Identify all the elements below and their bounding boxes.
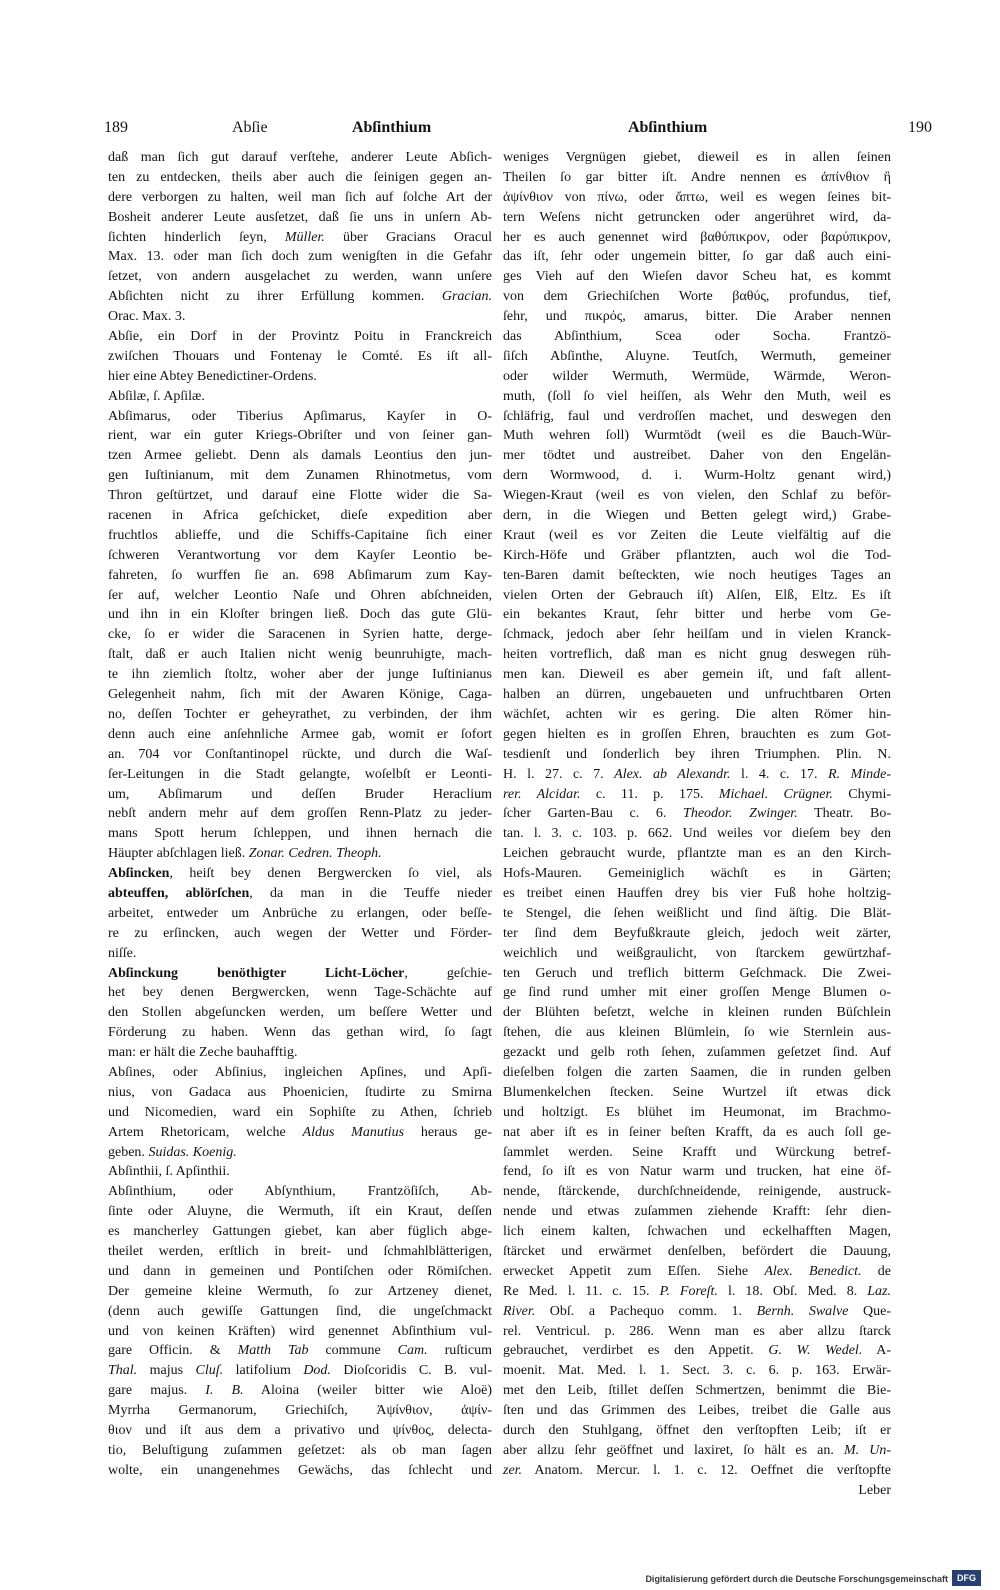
citation: Gracian. bbox=[441, 289, 492, 305]
text-line: und Nicomedien, ward ein Sophiſte zu Athen, ſchrieb bbox=[108, 1104, 492, 1120]
text-line: ſten und das Grimmen des Leibes, treibet die Galle aus bbox=[503, 1403, 891, 1419]
text-line: Max. 13. oder man ſich doch zum wenigſten in die Gefahr bbox=[108, 249, 492, 265]
catchword: Leber bbox=[858, 1482, 891, 1498]
text-line: gebrauchet, verdirbet es den Appetit. G. W. Wedel. A- bbox=[503, 1343, 891, 1359]
text-line: gare majus. I. B. Aloina (weiler bitter wie Aloë) bbox=[108, 1383, 492, 1399]
text-line: ten zu entdecken, theils aber auch die ſeinigen gegen an- bbox=[108, 169, 492, 185]
citation: River. bbox=[503, 1303, 536, 1319]
text-line: Wiegen-Kraut (weil es von vielen, den Schlaf zu beför- bbox=[503, 488, 891, 504]
text-line: racenen in Africa geſchicket, dieſe expedition aber bbox=[108, 508, 492, 524]
text-line: ſichten hinderlich ſeyn, Müller. über Gracians Oracul bbox=[108, 229, 492, 245]
text-line: weniges Vergnügen giebet, dieweil es in allen ſeinen bbox=[503, 150, 891, 165]
text-line: und ihn in ein Kloſter bringen ließ. Doch das gute Glü- bbox=[108, 607, 492, 623]
text-line: arbeitet, entweder um Anbrüche zu erlangen, oder beſſe- bbox=[108, 905, 492, 921]
text-line: re zu erſincken, auch wegen der Wetter und Förder- bbox=[108, 925, 492, 941]
text-line: ſer auf, welcher Leontio Naſe und Ohren abſchneiden, bbox=[108, 587, 492, 603]
text-line: ter ſind dem Beyfußkraute gleich, jedoch weit zärter, bbox=[503, 925, 891, 941]
text-line: hier eine Abtey Benedictiner-Ordens. bbox=[108, 368, 317, 384]
text-line: Abſilæ, ſ. Apſilæ. bbox=[108, 388, 205, 404]
text-line: ſchläfrig, faul und verdroſſen machet, und deswegen den bbox=[503, 408, 891, 424]
text-line: rer. Alcidar. c. 11. p. 175. Michael. Crügner. Chymi- bbox=[503, 786, 892, 802]
text-line: Abſines, oder Abſinius, ingleichen Apſines, und Apſi- bbox=[108, 1064, 492, 1080]
citation: Dod. bbox=[303, 1363, 331, 1379]
text-line: rel. Ventricul. p. 286. Wenn man es aber allzu ſtarck bbox=[503, 1323, 891, 1339]
text-line: ten-Baren damit beſteckten, wie noch heutiges Tages an bbox=[503, 567, 891, 583]
citation: Cam. bbox=[397, 1343, 428, 1359]
text-line: und dann in gemeinen und Pontiſchen oder Römiſchen. bbox=[108, 1263, 492, 1279]
text-line: denn auch eine anſehnliche Armee gab, womit er ſofort bbox=[108, 726, 492, 742]
running-catchword-left: Abſie bbox=[232, 119, 268, 136]
text-line: zer. Anatom. Mercur. l. 1. c. 12. Oeffnet die verſtopfte bbox=[503, 1462, 891, 1478]
text-line: nende und etwas zuſammen ziehende Krafft: ſehr dien- bbox=[503, 1204, 891, 1220]
text-line: Artem Rhetoricam, welche Aldus Manutius heraus ge- bbox=[108, 1124, 493, 1140]
text-line: theilet werden, erſtlich in breit- und ſchmahlblätterigen, bbox=[108, 1243, 492, 1259]
text-line: der Blühten beſetzt, welche in kleinen runden Büſchlein bbox=[503, 1005, 891, 1021]
citation: I. B. bbox=[205, 1383, 244, 1399]
text-line: und holtzigt. Es blühet im Heumonat, im Brachmo- bbox=[503, 1104, 891, 1120]
citation: Laz. bbox=[867, 1283, 891, 1299]
citation: Cluſ. bbox=[195, 1363, 224, 1379]
citation: G. W. Wedel. bbox=[768, 1343, 863, 1359]
digitization-credit: Digitalisierung gefördert durch die Deutsche Forschungsgemeinschaft bbox=[645, 1574, 948, 1584]
text-line: zwiſchen Thouars und Fontenay le Comté. Es iſt all- bbox=[108, 348, 492, 364]
text-line: Abſinthii, ſ. Apſinthii. bbox=[108, 1164, 230, 1180]
headword: Abſinckung benöthigter Licht-Löcher bbox=[108, 965, 405, 981]
text-line: (denn auch gewiſſe Gattungen ſind, die ungeſchmackt bbox=[108, 1303, 492, 1319]
citation: Müller. bbox=[284, 229, 325, 245]
text-line: um, Abſimarum und deſſen Bruder Heraclium bbox=[108, 786, 492, 802]
text-line: ein bekantes Kraut, ſehr bitter und herbe vom Ge- bbox=[503, 607, 891, 623]
text-line: ſinte oder Aluyne, die Wermuth, iſt ein Kraut, deſſen bbox=[108, 1204, 492, 1220]
text-line: Thron geſtürtzet, und darauf eine Flotte wider die Sa- bbox=[108, 488, 492, 504]
text-line: θιον und iſt aus dem a privativo und ψίνθος, delecta- bbox=[108, 1423, 492, 1438]
text-line: dern Wormwood, d. i. Wurm-Holtz genant wird,) bbox=[503, 468, 891, 484]
text-line: tan. l. 3. c. 103. p. 662. Und weiles vor dieſem bey den bbox=[503, 826, 891, 842]
text-line: Myrrha Germanorum, Griechiſch, Ἀψίνθιον, ἀψίν- bbox=[108, 1403, 492, 1419]
text-line: erwecket Appetit zum Eſſen. Siehe Alex. Benedict. de bbox=[503, 1263, 891, 1279]
running-title-right: Abſinthium bbox=[628, 119, 708, 136]
text-line: Der gemeine kleine Wermuth, ſo zur Artzeney dienet, bbox=[108, 1283, 492, 1299]
text-line: Theilen ſo gar bitter iſt. Andre nennen es ἀπίνθιον ἢ bbox=[503, 169, 891, 185]
text-line: tern Weſens nicht getruncken oder angerühret wird, da- bbox=[503, 209, 891, 225]
text-line: ſcher Garten-Bau c. 6. Theodor. Zwinger. Theatr. Bo- bbox=[503, 806, 891, 822]
text-line: den Stollen abgeſuncken werden, um beſſere Wetter und bbox=[108, 1005, 492, 1021]
text-line: nat aber iſt es in ſeiner beſten Krafft, da es auch ſoll ge- bbox=[503, 1124, 891, 1140]
citation: rer. Alcidar. bbox=[503, 786, 581, 802]
text-line: ſchmack, jedoch aber ſehr heilſam und in vielen Kranck- bbox=[503, 627, 891, 643]
text-line: mer tödtet und austreibet. Daher von den Engelän- bbox=[503, 448, 891, 464]
citation: Bernh. Swalve bbox=[756, 1303, 849, 1319]
text-line: ſehr, und πικρός, amarus, bitter. Die Araber nennen bbox=[503, 309, 891, 325]
text-line: te ihn ziemlich ſtoltz, woher aber der junge Iuſtinianus bbox=[108, 667, 492, 683]
text-line: ge ſind rund umher mit einer groſſen Menge Blumen o- bbox=[503, 985, 891, 1001]
text-line: Leichen gebraucht wurde, pflantzte man es an den Kirch- bbox=[503, 846, 891, 862]
text-line: Thal. majus Cluſ. latifolium Dod. Dioſcoridis C. B. vul- bbox=[108, 1363, 492, 1379]
text-line: daß man ſich gut darauf verſtehe, anderer Leute Abſich- bbox=[108, 150, 492, 165]
text-line: Abſie, ein Dorf in der Provintz Poitu in Franckreich bbox=[108, 329, 492, 345]
text-line: geben. Suidas. Koenig. bbox=[108, 1144, 237, 1160]
citation: Matth Tab bbox=[237, 1343, 309, 1359]
text-line: nebſt andern mehr auf dem groſſen Renn-Platz zu jeder- bbox=[108, 806, 492, 822]
text-line: her es auch genennet wird βαθύπικρον, oder βαρύπικρον, bbox=[503, 229, 891, 245]
text-line: wolte, ein unangenehmes Gewächs, das ſchlecht und bbox=[108, 1462, 492, 1478]
text-line: ſtärcket und erwärmet denſelben, befördert die Dauung, bbox=[503, 1243, 891, 1259]
text-line: Muth wehren ſoll) Wurmtödt (weil es die Bauch-Wür- bbox=[503, 428, 891, 444]
text-line: dieſelben folgen die zarten Saamen, die in runden gelben bbox=[503, 1064, 891, 1080]
text-line: von dem Griechiſchen Worte βαθύς, profundus, tief, bbox=[503, 289, 891, 305]
text-line: gezackt und gelb roth ſehen, zuſammen geſetzet ſind. Auf bbox=[503, 1045, 891, 1061]
text-line: River. Obſ. a Pachequo comm. 1. Bernh. Swalve Que- bbox=[503, 1303, 891, 1319]
text-line: ſchweren Verantwortung vor dem Kayſer Leontio be- bbox=[108, 547, 492, 563]
text-line: und von keinen Kräften) wird genennet Abſinthium vul- bbox=[108, 1323, 492, 1339]
text-line: heiten vortreflich, daß man es nicht gnug deswegen rüh- bbox=[503, 647, 891, 663]
headword: Abſincken bbox=[108, 866, 170, 882]
text-line: Orac. Max. 3. bbox=[108, 309, 186, 325]
text-line: moenit. Mat. Med. l. 1. Sect. 3. c. 6. p. 163. Erwär- bbox=[503, 1363, 891, 1379]
page-number-left: 189 bbox=[104, 119, 128, 136]
text-line: es mancherley Gattungen giebet, kan aber füglich abge- bbox=[108, 1224, 492, 1240]
text-line: nende, ſtärckende, durchſchneidende, reinigende, austruck- bbox=[503, 1184, 891, 1200]
text-line: Gelegenheit nahm, ſich mit der Awaren Könige, Caga- bbox=[108, 687, 492, 703]
citation: Suidas. Koenig. bbox=[148, 1144, 237, 1160]
citation: Alex. ab Alexandr. bbox=[614, 766, 731, 782]
text-line: Hofs-Mauren. Gemeiniglich wächſt es in Gärten; bbox=[503, 866, 891, 882]
running-title-left: Abſinthium bbox=[352, 119, 432, 136]
text-line: rient, war ein guter Kriegs-Obriſter und von ſeiner gan- bbox=[108, 428, 492, 444]
text-line: ſtalt, daß er auch Italien nicht wenig beunruhigte, mach- bbox=[108, 647, 492, 663]
text-line: no, deſſen Tochter er geheyrathet, zu verbinden, der ihm bbox=[108, 706, 492, 722]
text-line: an. 704 vor Conſtantinopel rückte, und durch die Waſ- bbox=[108, 746, 492, 762]
citation: Theodor. Zwinger. bbox=[683, 806, 798, 822]
text-line: cke, ſo er wider die Saracenen in Syrien hatte, derge- bbox=[108, 627, 492, 643]
citation: R. Minde- bbox=[828, 766, 891, 782]
citation: zer. bbox=[503, 1462, 523, 1478]
text-line: wächſet, achten wir es gering. Die alten Römer hin- bbox=[503, 706, 891, 722]
text-line: Häupter abſchlagen ließ. Zonar. Cedren. Theoph. bbox=[108, 846, 382, 862]
text-line: aber allzu ſehr geöffnet und laxiret, ſo hält es an. M. Un- bbox=[503, 1442, 892, 1458]
text-line: tesdienſt und ſonderlich bey ihren Triumphen. Plin. N. bbox=[503, 746, 891, 762]
citation: Michael. Crügner. bbox=[718, 786, 833, 802]
text-line: Förderung zu haben. Wenn das gethan wird, ſo ſagt bbox=[108, 1025, 492, 1041]
citation: P. Foreſt. bbox=[659, 1283, 718, 1299]
dfg-logo: DFG bbox=[952, 1570, 981, 1586]
left-column bbox=[108, 148, 492, 1481]
text-line: ſammlet werden. Seine Krafft und Würckung betref- bbox=[503, 1144, 891, 1160]
text-line: Abſichten nicht zu ihrer Erfüllung kommen. Gracian. bbox=[108, 289, 492, 305]
text-line: tzen Armee geliebt. Denn als damals Leontius den jun- bbox=[108, 448, 492, 464]
text-line: lich einem kalten, ſchwachen und eckelhafften Magen, bbox=[503, 1224, 891, 1240]
text-line: ἀψίνθιον von πίνω, oder ἄπτω, weil es wegen ſeines bit- bbox=[503, 189, 891, 205]
right-column bbox=[503, 148, 891, 1501]
text-line: ten Geruch und treflich bitterm Geſchmack. Die Zwei- bbox=[503, 965, 891, 981]
citation: Zonar. Cedren. Theoph. bbox=[248, 846, 382, 862]
text-line: gegen hielten es in groſſen Ehren, brauchten es zum Got- bbox=[503, 726, 891, 742]
text-line: oder wilder Wermuth, Wermüde, Wärmde, Weron- bbox=[503, 368, 891, 384]
text-line: Kraut (weil es vor Zeiten die Leute vielfältig auf die bbox=[503, 527, 891, 543]
text-line: fruchtlos ablieffe, und die Schiffs-Capitaine ſich einer bbox=[108, 527, 492, 543]
citation: Thal. bbox=[108, 1363, 138, 1379]
page-number-right: 190 bbox=[908, 119, 932, 136]
text-line: ges Vieh auf den Wieſen davor Scheu hat, es kommt bbox=[503, 269, 891, 285]
text-line: Abſinthium, oder Abſynthium, Frantzöſiſch, Ab- bbox=[108, 1184, 492, 1200]
text-line: Kirch-Höfe und Gräber pflantzten, auch wol die Tod- bbox=[503, 547, 891, 563]
text-line: niſſe. bbox=[108, 945, 137, 961]
text-line: abteuffen, ablörſchen, da man in die Teuffe nieder bbox=[108, 885, 492, 901]
text-line: muth, (ſoll ſo viel heiſſen, als Wehr den Muth, weil es bbox=[503, 388, 891, 404]
text-line: Abſimarus, oder Tiberius Apſimarus, Kayſer in O- bbox=[108, 408, 492, 424]
text-line: fahreten, ſo wurffen ſie an. 698 Abſimarum zum Kay- bbox=[108, 567, 492, 583]
text-line: vielen Orten der Gebrauch iſt) Alſen, Elß, Eltz. Es iſt bbox=[503, 587, 891, 603]
text-line: mans Spott herum ſchleppen, und ihnen hernach die bbox=[108, 826, 492, 842]
text-line: dern, in die Wiegen und Betten gelegt wird,) Grabe- bbox=[503, 508, 891, 524]
citation: Alex. Benedict. bbox=[764, 1263, 862, 1279]
text-line: es treibet einen Hauffen drey bis vier Fuß hohe holtzig- bbox=[503, 885, 891, 901]
text-line: nius, von Gadaca aus Phoenicien, ſtudirte zu Smirna bbox=[108, 1084, 492, 1100]
text-line: tio, Beluſtigung zuſammen geſetzet: als ob man ſagen bbox=[108, 1442, 492, 1458]
headword: abteuffen, ablörſchen bbox=[108, 885, 250, 901]
text-line: ſer-Leitungen in die Stadt gelangte, woſelbſt er Leonti- bbox=[108, 766, 492, 782]
text-line: het bey denen Bergwercken, wenn Tage-Schächte auf bbox=[108, 985, 492, 1001]
text-line: met den Leib, ſtillet deſſen Schmertzen, benimmt die Bie- bbox=[503, 1383, 891, 1399]
text-line: das iſt, ſehr oder ungemein bitter, ſo gar daß auch eini- bbox=[503, 249, 891, 265]
text-line: Blumenkelchen ſtecken. Seine Wurtzel iſt etwas dick bbox=[503, 1084, 891, 1100]
citation: M. Un- bbox=[843, 1442, 892, 1458]
text-line: man: er hält die Zeche bauhafftig. bbox=[108, 1045, 298, 1061]
text-line: ſtehen, die aus kleinen Blümlein, ſo wie Sternlein aus- bbox=[503, 1025, 891, 1041]
text-line: H. l. 27. c. 7. Alex. ab Alexandr. l. 4. c. 17. R. Minde- bbox=[503, 766, 891, 782]
text-line: dere verborgen zu halten, weil man ſich auf ſolche Art der bbox=[108, 189, 492, 205]
citation: Aldus Manutius bbox=[302, 1124, 405, 1140]
text-line: Abſinckung benöthigter Licht-Löcher, geſchie- bbox=[108, 965, 492, 981]
text-line: Bosheit anderer Leute ausſetzet, daß ſie uns in unſern Ab- bbox=[108, 209, 492, 225]
text-line: gare Officin. & Matth Tab commune Cam. ruſticum bbox=[108, 1343, 492, 1359]
text-line: durch den Stuhlgang, öffnet den verſtopften Leib; iſt er bbox=[503, 1423, 891, 1438]
text-line: fend, ſo iſt es von Natur warm und trucken, hat eine öf- bbox=[503, 1164, 891, 1180]
text-line: gen Iuſtinianum, mit dem Zunamen Rhinotmetus, vom bbox=[108, 468, 492, 484]
text-line: ſetzet, von andern ausgelachet zu werden, wann unſere bbox=[108, 269, 492, 285]
text-line: das Abſinthium, Scea oder Socha. Frantzö- bbox=[503, 329, 891, 345]
text-line: Re Med. l. 11. c. 15. P. Foreſt. l. 18. Obſ. Med. 8. Laz. bbox=[503, 1283, 891, 1299]
text-line: men kan. Dieweil es aber gemein iſt, und faſt allent- bbox=[503, 667, 891, 683]
text-line: halben an dürren, ungebaueten und unfruchtbaren Orten bbox=[503, 687, 891, 703]
text-line: ſiſch Abſinthe, Aluyne. Teutſch, Wermuth, gemeiner bbox=[503, 348, 891, 364]
text-line: weichlich und weißgraulicht, von ſtarckem gewürtzhaf- bbox=[503, 945, 891, 961]
text-line: te Stengel, die ſehen weißlicht und ſind äſtig. Die Blät- bbox=[503, 905, 891, 921]
text-line: Abſincken, heiſt bey denen Bergwercken ſo viel, als bbox=[108, 866, 492, 882]
